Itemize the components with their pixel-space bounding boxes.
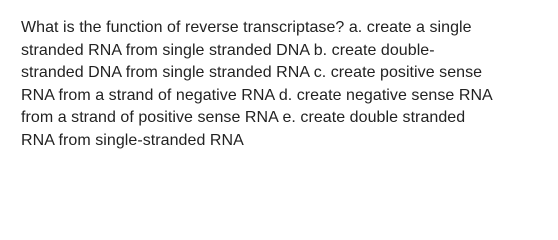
question-text: What is the function of reverse transcriptase? a. create a single stranded RNA from single stranded DNA b. create double- stranded DNA from single stranded RNA c. create positive sense RNA from a strand of negative RNA d. create negative sense RNA from a strand of positive sense RNA e. create double stranded RNA from single-stranded RNA xyxy=(21,19,493,149)
